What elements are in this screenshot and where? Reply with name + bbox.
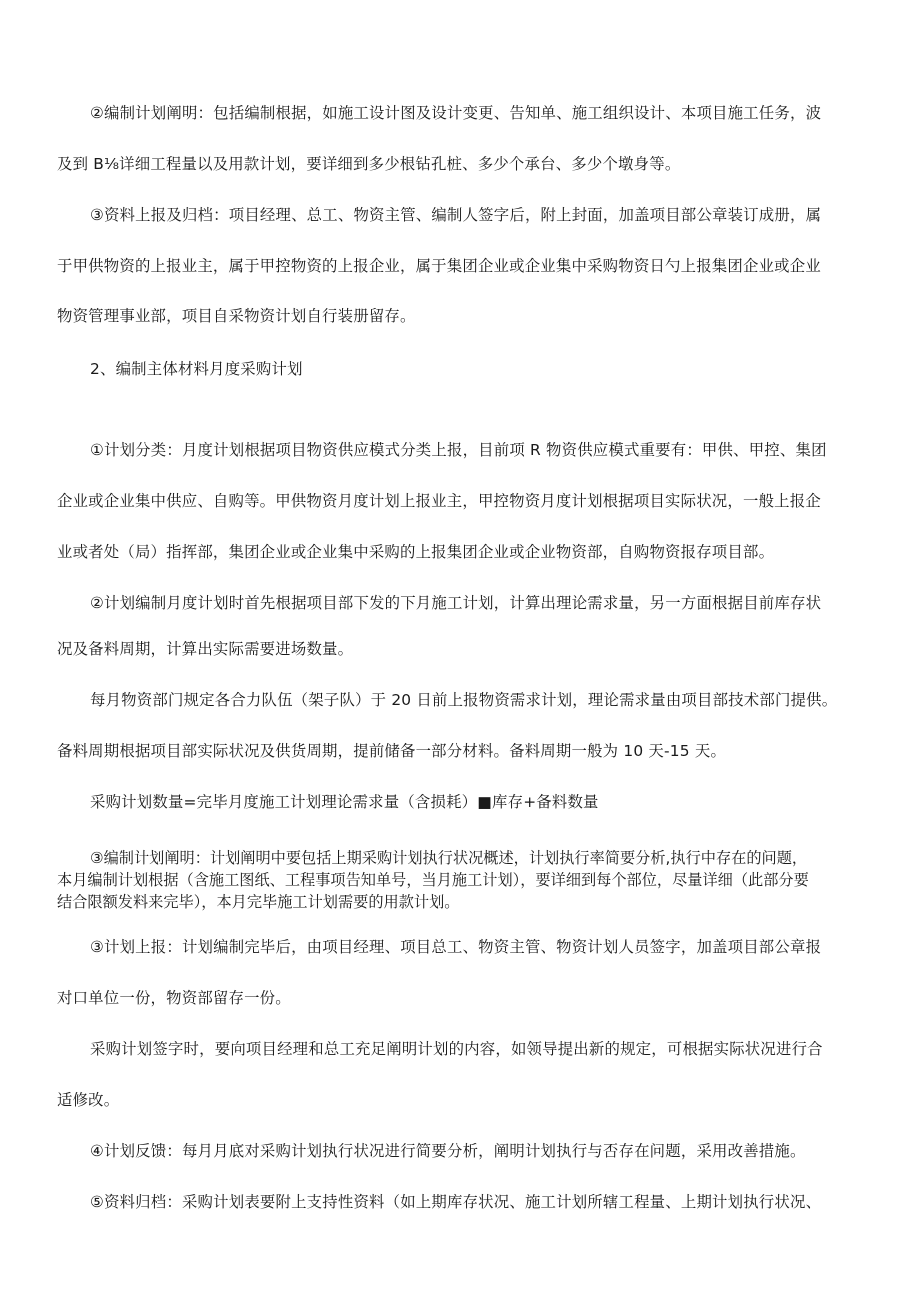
paragraph-line: ⑤资料归档：采购计划表要附上支持性资料（如上期库存状况、施工计划所辖工程量、上期计划执行状况、 xyxy=(90,1193,822,1211)
paragraph-line: 备料周期根据项目部实际状况及供货周期，提前储备一部分材料。备料周期一般为 10 天-15 天。 xyxy=(57,742,727,760)
paragraph-line: 于甲供物资的上报业主，属于甲控物资的上报企业，属于集团企业或企业集中采购物资日勺上报集团企业或企业 xyxy=(57,257,821,275)
paragraph-line: 本月编制计划根据（含施工图纸、工程事项告知单号，当月施工计划），要详细到每个部位，尽量详细（此部分要 xyxy=(57,871,809,889)
section-heading: 2、编制主体材料月度采购计划 xyxy=(90,360,303,378)
paragraph-line: 每月物资部门规定各合力队伍（架子队）于 20 日前上报物资需求计划，理论需求量由项目部技术部门提供。 xyxy=(90,691,838,709)
paragraph-line: 适修改。 xyxy=(57,1091,120,1109)
paragraph-line: 结合限额发料来完毕），本月完毕施工计划需要的用款计划。 xyxy=(57,893,460,911)
paragraph-line: 物资管理事业部，项目自采物资计划自行装册留存。 xyxy=(57,307,416,325)
paragraph-line: 采购计划签字时，要向项目经理和总工充足阐明计划的内容，如领导提出新的规定，可根据实际状况进行合 xyxy=(90,1040,823,1058)
paragraph-line: ③资料上报及归档：项目经理、总工、物资主管、编制人签字后，附上封面，加盖项目部公章装订成册，属 xyxy=(90,206,822,224)
paragraph-line: ③编制计划阐明：计划阐明中要包括上期采购计划执行状况概述，计划执行率简要分析,执行中存在的问题， xyxy=(90,849,808,867)
paragraph-line: ④计划反馈：每月月底对采购计划执行状况进行简要分析，阐明计划执行与否存在问题，采用改善措施。 xyxy=(90,1142,806,1160)
paragraph-line: 况及备料周期，计算出实际需要进场数量。 xyxy=(57,640,354,658)
paragraph-line: 对口单位一份，物资部留存一份。 xyxy=(57,989,291,1007)
paragraph-line: 业或者处（局）指挥部，集团企业或企业集中采购的上报集团企业或企业物资部，自购物资报存项目部。 xyxy=(57,543,775,561)
formula-line: 采购计划数量=完毕月度施工计划理论需求量（含损耗）■库存+备料数量 xyxy=(90,793,599,811)
paragraph-line: ②编制计划阐明：包括编制根据，如施工设计图及设计变更、告知单、施工组织设计、本项目施工任务，波 xyxy=(90,104,822,122)
paragraph-line: ①计划分类：月度计划根据项目物资供应模式分类上报，目前项 R 物资供应模式重要有：甲供、甲控、集团 xyxy=(90,441,827,459)
paragraph-line: 及到 B⅛详细工程量以及用款计划，要详细到多少根钻孔桩、多少个承台、多少个墩身等。 xyxy=(57,155,681,173)
paragraph-line: 企业或企业集中供应、自购等。甲供物资月度计划上报业主，甲控物资月度计划根据项目实际状况，一般上报企 xyxy=(57,492,821,510)
paragraph-line: ③计划上报：计划编制完毕后，由项目经理、项目总工、物资主管、物资计划人员签字，加盖项目部公章报 xyxy=(90,938,822,956)
paragraph-line: ②计划编制月度计划时首先根据项目部下发的下月施工计划，计算出理论需求量，另一方面根据目前库存状 xyxy=(90,594,822,612)
